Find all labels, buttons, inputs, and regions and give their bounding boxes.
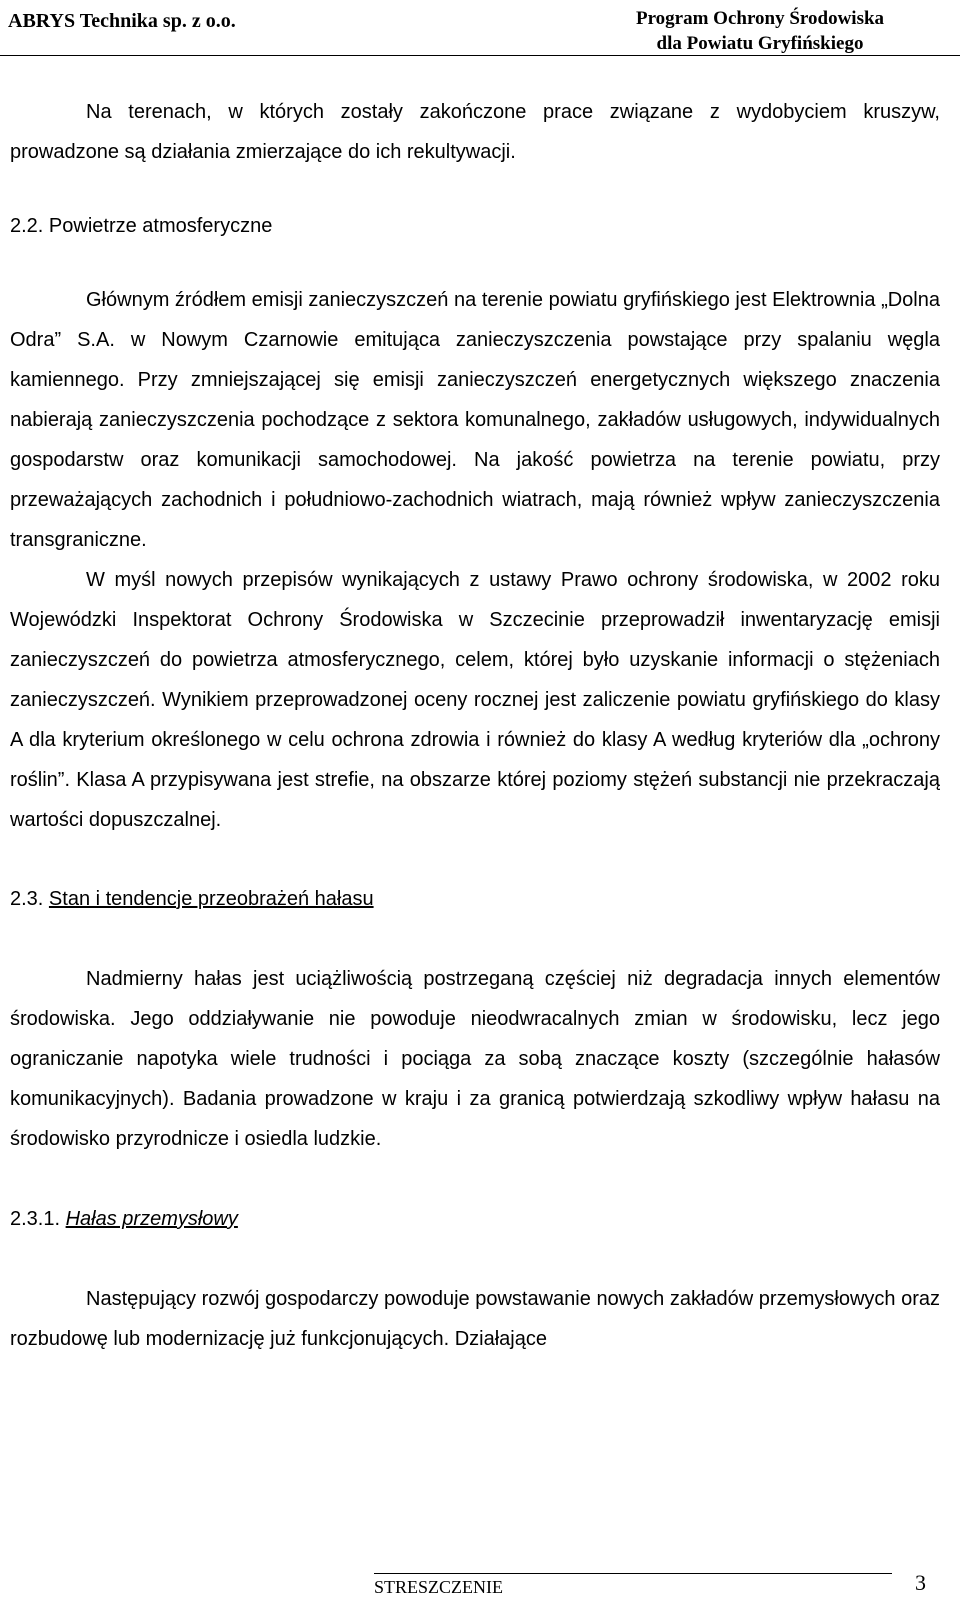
footer-section-title: STRESZCZENIE <box>374 1577 503 1597</box>
header-divider <box>0 55 960 56</box>
section-heading-2-3 <box>10 879 940 919</box>
section-title-2-3: Stan i tendencje przeobrażeń hałasu <box>48 888 374 910</box>
page-header <box>0 0 960 55</box>
footer-divider <box>374 1573 892 1574</box>
section-number-2-3: 2.3. <box>10 888 44 910</box>
paragraph-intro: Na terenach, w których zostały zakończone prace związane z wydobyciem kruszyw, prowadzone są działania zmierzające do ich rekultywacji. <box>10 101 940 163</box>
program-title <box>636 6 884 56</box>
program-title-line2: dla Powiatu Gryfińskiego <box>656 33 864 54</box>
program-title-line1: Program Ochrony Środowiska <box>635 8 885 29</box>
paragraph-air-sources: Głównym źródłem emisji zanieczyszczeń na terenie powiatu gryfińskiego jest Elektrownia „Dolna Odra” S.A. w Nowym Czarnowie emitująca zanieczyszczenia powstające przy spalaniu węgla kamiennego. Przy zmniejszającej się emisji zanieczyszczeń energetycznych większego znaczenia nabierają zanieczyszczenia pochodzące z sektora komunalnego, zakładów usługowych, indywidualnych gospodarstw oraz komunikacji samochodowej. Na jakość powietrza na terenie powiatu, przy przeważających zachodnich i południowo-zachodnich wiatrach, mają również wpływ zanieczyszczenia transgraniczne. <box>10 289 940 551</box>
document-body <box>10 92 940 1359</box>
section-heading-2-2: 2.2. Powietrze atmosferyczne <box>10 215 273 237</box>
company-name: ABRYS Technika sp. z o.o. <box>8 10 236 32</box>
section-number-2-3-1: 2.3.1. <box>10 1208 61 1230</box>
paragraph-air-inventory: W myśl nowych przepisów wynikających z ustawy Prawo ochrony środowiska, w 2002 roku Wojewódzki Inspektorat Ochrony Środowiska w Szczecinie przeprowadził inwentaryzację emisji zanieczyszczeń do powietrza atmosferycznego, celem, której było uzyskanie informacji o stężeniach zanieczyszczeń. Wynikiem przeprowadzonej oceny rocznej jest zaliczenie powiatu gryfińskiego do klasy A dla kryterium określonego w celu ochrona zdrowia i również do klasy A według kryteriów dla „ochrony roślin”. Klasa A przypisywana jest strefie, na obszarze której poziomy stężeń substancji nie przekraczają wartości dopuszczalnej. <box>10 569 940 831</box>
paragraph-noise: Nadmierny hałas jest uciążliwością postrzeganą częściej niż degradacja innych elementów środowiska. Jego oddziaływanie nie powoduje nieodwracalnych zmian w środowisku, lecz jego ograniczanie napotyka wiele trudności i pociąga za sobą znaczące koszty (szczególnie hałasów komunikacyjnych). Badania prowadzone w kraju i za granicą potwierdzają szkodliwy wpływ hałasu na środowisko przyrodnicze i osiedla ludzkie. <box>10 968 940 1150</box>
page-number: 3 <box>915 1570 926 1595</box>
section-heading-2-3-1 <box>10 1199 940 1239</box>
section-title-2-3-1: Hałas przemysłowy <box>65 1208 238 1230</box>
paragraph-industry: Następujący rozwój gospodarczy powoduje powstawanie nowych zakładów przemysłowych oraz rozbudowę lub modernizację już funkcjonujących. Działające <box>10 1288 940 1350</box>
